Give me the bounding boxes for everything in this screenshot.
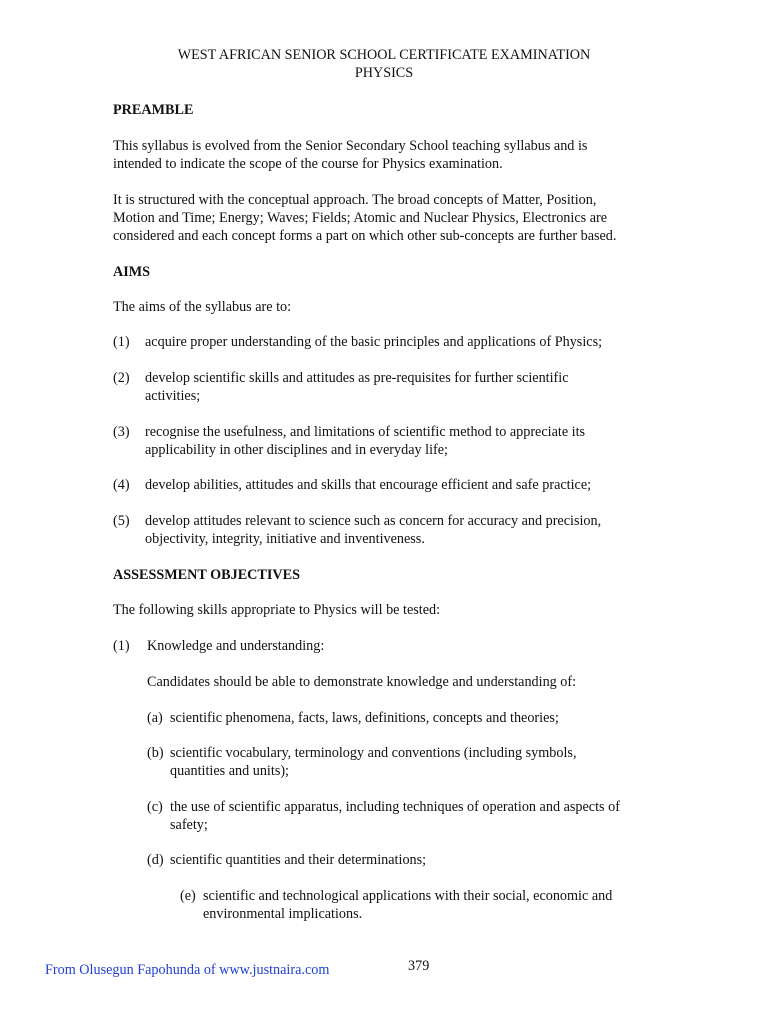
subitem-text: quantities and units); — [170, 763, 290, 779]
subitem-text: scientific phenomena, facts, laws, definitions, concepts and theories; — [170, 710, 559, 726]
preamble-heading: PREAMBLE — [113, 102, 194, 118]
aim-text: objectivity, integrity, initiative and inventiveness. — [145, 531, 425, 547]
aim-number: (1) — [113, 334, 130, 350]
subitem-text: environmental implications. — [203, 906, 363, 922]
aims-intro: The aims of the syllabus are to: — [113, 299, 292, 315]
subitem-text: scientific vocabulary, terminology and conventions (including symbols, — [170, 745, 577, 761]
aim-text: develop scientific skills and attitudes as pre-requisites for further scientific — [145, 370, 569, 386]
preamble-p1-line2: intended to indicate the scope of the course for Physics examination. — [113, 156, 503, 172]
preamble-p2-line1: It is structured with the conceptual approach. The broad concepts of Matter, Position, — [113, 192, 597, 208]
page-number: 379 — [408, 958, 430, 974]
exam-title: WEST AFRICAN SENIOR SCHOOL CERTIFICATE EXAMINATION — [177, 47, 591, 63]
subitem-text: scientific quantities and their determinations; — [170, 852, 427, 868]
aim-text: develop attitudes relevant to science such as concern for accuracy and precision, — [145, 513, 602, 529]
subitem-letter: (a) — [147, 710, 163, 726]
preamble-p1-line1: This syllabus is evolved from the Senior Secondary School teaching syllabus and is — [113, 138, 588, 154]
assessment-heading: ASSESSMENT OBJECTIVES — [113, 567, 301, 583]
subitem-text: safety; — [170, 817, 208, 833]
aim-number: (4) — [113, 477, 130, 493]
objective-sub-intro: Candidates should be able to demonstrate knowledge and understanding of: — [147, 674, 577, 690]
aim-text: acquire proper understanding of the basic principles and applications of Physics; — [145, 334, 603, 350]
aim-number: (5) — [113, 513, 130, 529]
subitem-text: the use of scientific apparatus, including techniques of operation and aspects of — [170, 799, 620, 815]
aim-text: develop abilities, attitudes and skills that encourage efficient and safe practice; — [145, 477, 592, 493]
assessment-intro: The following skills appropriate to Physics will be tested: — [113, 602, 441, 618]
preamble-p2-line2: Motion and Time; Energy; Waves; Fields; Atomic and Nuclear Physics, Electronics are — [113, 210, 608, 226]
preamble-p2-line3: considered and each concept forms a part on which other sub-concepts are further based. — [113, 228, 617, 244]
objective-label: Knowledge and understanding: — [147, 638, 325, 654]
objective-number: (1) — [113, 638, 130, 654]
subitem-letter: (c) — [147, 799, 163, 815]
subject-title: PHYSICS — [354, 65, 414, 81]
aim-text: applicability in other disciplines and in everyday life; — [145, 442, 448, 458]
subitem-letter: (e) — [180, 888, 196, 904]
subitem-text: scientific and technological applications with their social, economic and — [203, 888, 613, 904]
aim-number: (3) — [113, 424, 130, 440]
subitem-letter: (b) — [147, 745, 164, 761]
credit-link[interactable]: From Olusegun Fapohunda of www.justnaira.com — [45, 962, 330, 978]
aim-number: (2) — [113, 370, 130, 386]
subitem-letter: (d) — [147, 852, 164, 868]
aim-text: activities; — [145, 388, 201, 404]
aims-heading: AIMS — [113, 264, 151, 280]
aim-text: recognise the usefulness, and limitations of scientific method to appreciate its — [145, 424, 586, 440]
